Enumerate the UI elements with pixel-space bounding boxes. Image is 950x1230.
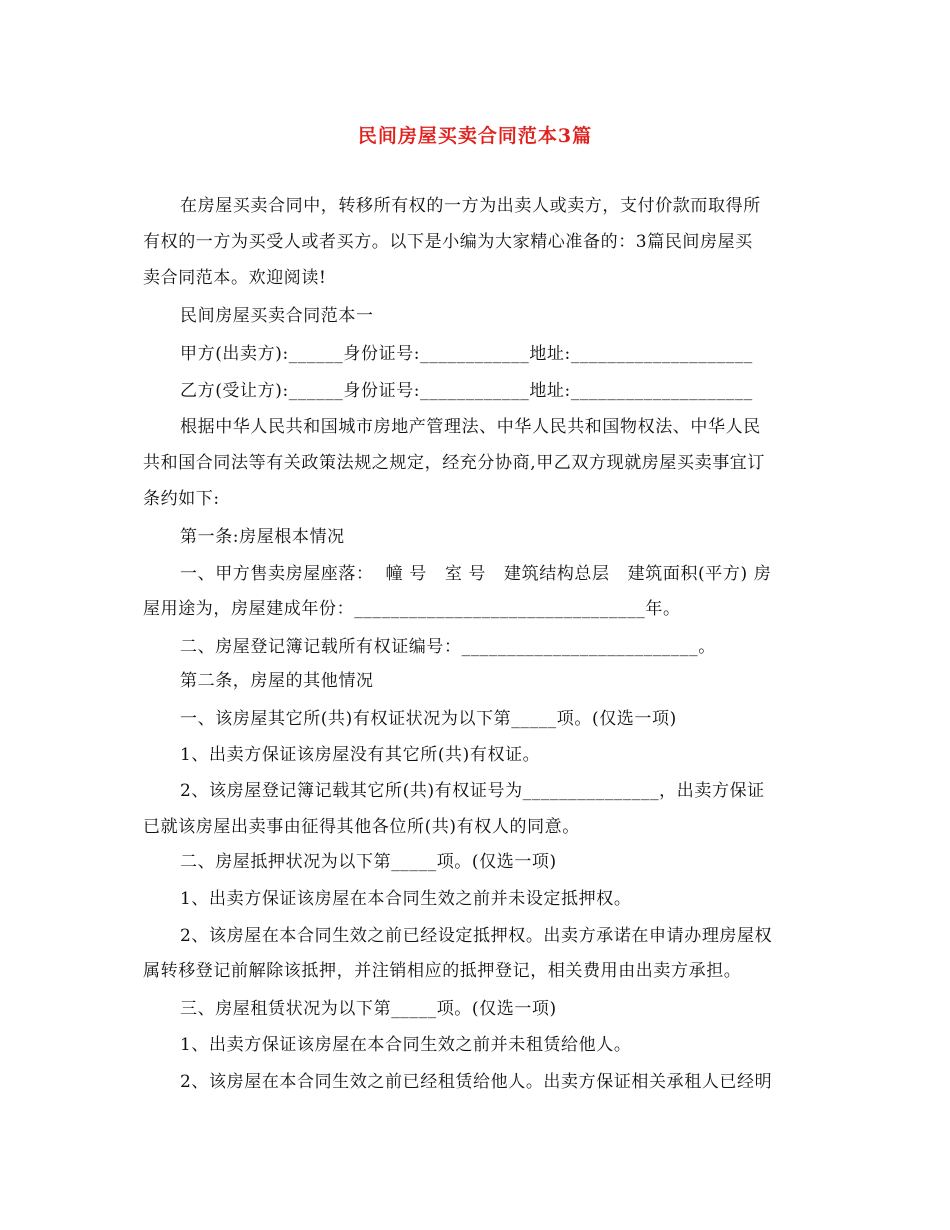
paragraph-line: 2、该房屋登记簿记载其它所(共)有权证号为_______________，出卖方保证 (180, 781, 765, 801)
paragraph-line: 2、该房屋在本合同生效之前已经租赁给他人。出卖方保证相关承租人已经明 (180, 1072, 773, 1092)
paragraph-line: 1、出卖方保证该房屋没有其它所(共)有权证。 (180, 745, 541, 765)
section-heading: 民间房屋买卖合同范本一 (180, 306, 374, 326)
paragraph-line: 二、房屋登记簿记载所有权证编号：__________________________。 (180, 637, 716, 657)
paragraph-line: 条约如下: (143, 489, 220, 509)
document-title: 民间房屋买卖合同范本3篇 (357, 125, 593, 147)
paragraph-line: 一、该房屋其它所(共)有权证状况为以下第_____项。(仅选一项) (180, 709, 677, 729)
article-heading: 第一条:房屋根本情况 (180, 527, 345, 547)
paragraph-line: 属转移登记前解除该抵押，并注销相应的抵押登记，相关费用由出卖方承担。 (143, 961, 742, 981)
paragraph-line: 有权的一方为买受人或者买方。以下是小编为大家精心准备的：3篇民间房屋买 (143, 232, 753, 252)
paragraph-line: 在房屋买卖合同中，转移所有权的一方为出卖人或卖方，支付价款而取得所 (180, 196, 761, 216)
paragraph-line: 屋用途为，房屋建成年份：________________________________年。 (143, 599, 681, 619)
paragraph-line: 2、该房屋在本合同生效之前已经设定抵押权。出卖方承诺在申请办理房屋权 (180, 926, 773, 946)
party-a-line: 甲方(出卖方):______身份证号:____________地址:____________________ (180, 344, 753, 364)
paragraph-line: 二、房屋抵押状况为以下第_____项。(仅选一项) (180, 852, 557, 872)
party-b-line: 乙方(受让方):______身份证号:____________地址:____________________ (180, 381, 753, 401)
paragraph-line: 卖合同范本。欢迎阅读! (143, 268, 327, 288)
paragraph-line: 1、出卖方保证该房屋在本合同生效之前并未设定抵押权。 (180, 889, 632, 909)
paragraph-line: 共和国合同法等有关政策法规之规定，经充分协商,甲乙双方现就房屋买卖事宜订 (143, 453, 766, 473)
paragraph-line: 已就该房屋出卖事由征得其他各位所(共)有权人的同意。 (143, 817, 580, 837)
paragraph-line: 根据中华人民共和国城市房地产管理法、中华人民共和国物权法、中华人民 (180, 417, 761, 437)
paragraph-line: 三、房屋租赁状况为以下第_____项。(仅选一项) (180, 999, 557, 1019)
paragraph-line: 一、甲方售卖房屋座落： 幢 号 室 号 建筑结构总层 建筑面积(平方) 房 (180, 564, 772, 584)
article-heading: 第二条，房屋的其他情况 (180, 671, 374, 691)
paragraph-line: 1、出卖方保证该房屋在本合同生效之前并未租赁给他人。 (180, 1035, 632, 1055)
